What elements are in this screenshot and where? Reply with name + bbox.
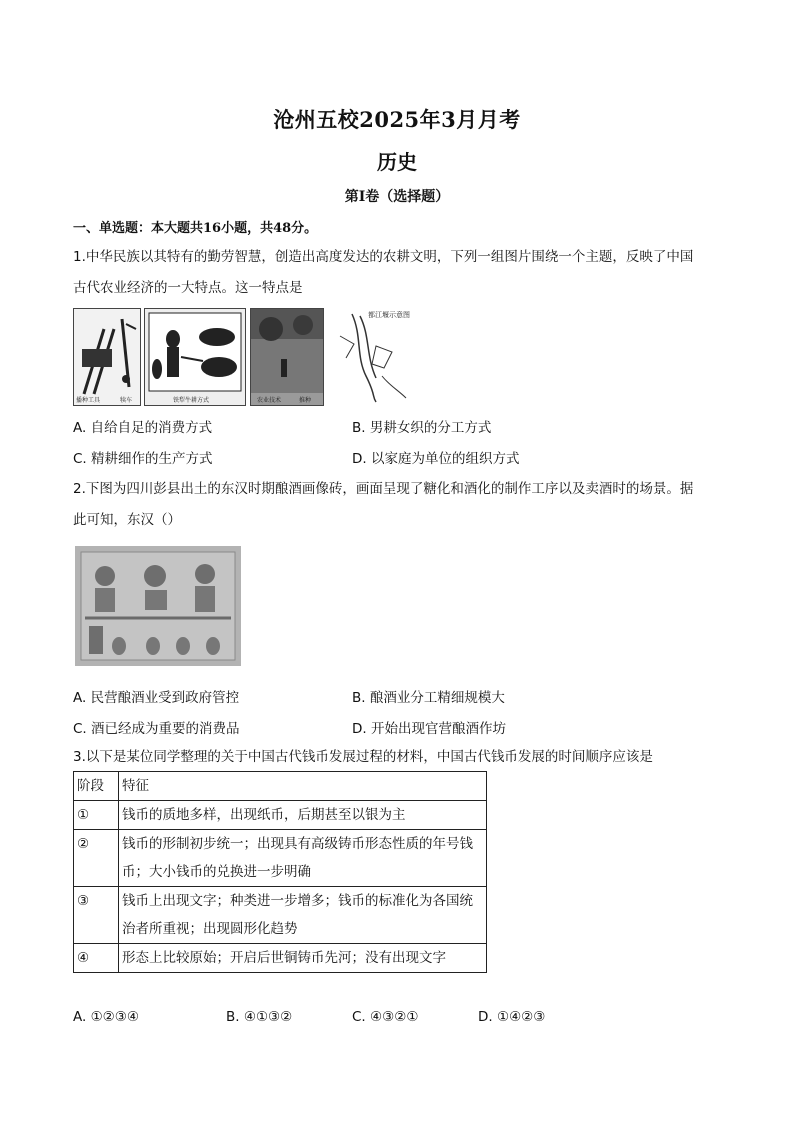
table-cell-feature: 钱币的质地多样，出现纸币，后期甚至以银为主 [119, 801, 487, 830]
q1-image-sowing-tool [73, 308, 141, 406]
q3-option-d[interactable]: D. ①④②③ [478, 1009, 546, 1025]
q2-image-brewing-brick-drawing [75, 546, 241, 666]
q3-option-c[interactable]: C. ④③②① [352, 1009, 419, 1025]
q1-image-farming-tech [250, 308, 324, 406]
q1-caption-4: 都江堰示意图 [368, 311, 410, 319]
section-heading: 一、单选题：本大题共16小题，共48分。 [73, 221, 318, 236]
question-1-line-2: 古代农业经济的一大特点。这一特点是 [73, 280, 303, 296]
q2-image-brewing-brick [75, 546, 241, 666]
q1-option-b[interactable]: B. 男耕女织的分工方式 [352, 420, 492, 436]
table-cell-stage: ③ [74, 887, 119, 944]
question-2-line-1: 2.下图为四川彭县出土的东汉时期酿酒画像砖，画面呈现了糖化和酒化的制作工序以及卖酒时的场景。据 [73, 481, 694, 497]
q1-image-sowing-tool-drawing [74, 309, 140, 405]
q1-option-c[interactable]: C. 精耕细作的生产方式 [73, 451, 213, 467]
table-cell-stage: ① [74, 801, 119, 830]
table-header-stage: 阶段 [74, 772, 119, 801]
table-header-row [74, 772, 487, 801]
question-1-line-1: 1.中华民族以其特有的勤劳智慧，创造出高度发达的农耕文明，下列一组图片围绕一个主题，反映了中国 [73, 249, 694, 265]
q1-caption-1a: 播种工具 [76, 397, 101, 404]
q1-option-a[interactable]: A. 自给自足的消费方式 [73, 420, 213, 436]
table-cell-feature: 形态上比较原始；开启后世铜铸币先河；没有出现文字 [119, 944, 487, 973]
q1-image-ox-plough [144, 308, 246, 406]
question-3-line-1: 3.以下是某位同学整理的关于中国古代钱币发展过程的材料，中国古代钱币发展的时间顺序应该是 [73, 749, 653, 765]
q1-image-dujiangyan-map [332, 306, 414, 404]
table-row [74, 830, 487, 887]
exam-title: 沧州五校2025年3月月考 [273, 107, 521, 132]
q3-option-a[interactable]: A. ①②③④ [73, 1009, 139, 1025]
q1-image-farming-tech-drawing [251, 309, 323, 405]
table-row [74, 944, 487, 973]
table-row [74, 887, 487, 944]
q1-caption-3b: 推种 [299, 397, 312, 404]
table-header-feature: 特征 [119, 772, 487, 801]
question-2-line-2: 此可知，东汉（） [73, 512, 181, 528]
q1-option-d[interactable]: D. 以家庭为单位的组织方式 [352, 451, 520, 467]
table-cell-stage: ④ [74, 944, 119, 973]
table-cell-feature: 钱币的形制初步统一；出现具有高级铸币形态性质的年号钱币；大小钱币的兑换进一步明确 [119, 830, 487, 887]
q1-caption-3a: 农业技术 [257, 397, 282, 404]
subject-title: 历史 [377, 150, 417, 174]
q2-option-c[interactable]: C. 酒已经成为重要的消费品 [73, 721, 240, 737]
q2-option-b[interactable]: B. 酿酒业分工精细规模大 [352, 690, 505, 706]
q2-option-d[interactable]: D. 开始出现官营酿酒作坊 [352, 721, 506, 737]
q2-option-a[interactable]: A. 民营酿酒业受到政府管控 [73, 690, 240, 706]
table-row [74, 801, 487, 830]
q1-image-ox-plough-drawing [145, 309, 245, 405]
q1-image-dujiangyan-map-drawing [332, 306, 414, 404]
q3-option-b[interactable]: B. ④①③② [226, 1009, 293, 1025]
table-cell-feature: 钱币上出现文字；种类进一步增多；钱币的标准化为各国统治者所重视；出现圆形化趋势 [119, 887, 487, 944]
coin-stages-table [73, 771, 487, 973]
part-title: 第I卷（选择题） [344, 189, 450, 205]
q1-caption-1b: 犊车 [120, 397, 133, 404]
q1-caption-2: 铁犁牛耕方式 [173, 397, 210, 404]
table-cell-stage: ② [74, 830, 119, 887]
